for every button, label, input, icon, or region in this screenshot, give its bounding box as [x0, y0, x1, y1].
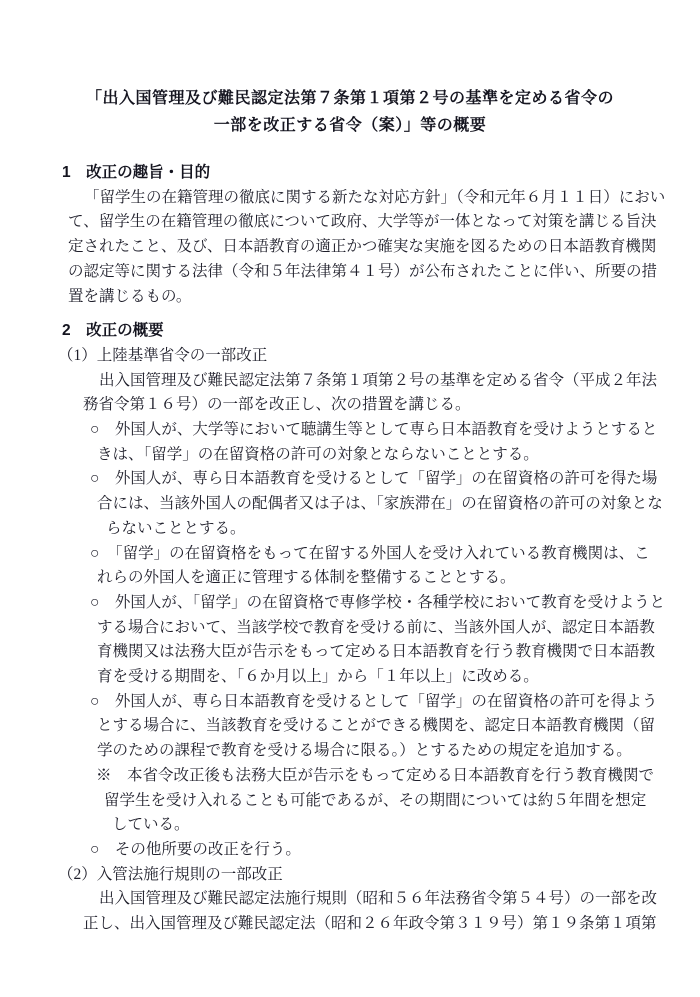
text-line: 「留学生の在籍管理の徹底に関する新たな対応方針」（令和元年６月１１日）におい [84, 188, 666, 206]
document-body [0, 161, 700, 937]
text-line: する場合において、当該学校で教育を受ける前に、当該外国人が、認定日本語教 [97, 618, 655, 636]
text-line: 育機関又は法務大臣が告示をもって定める日本語教育を行う教育機関で日本語教 [97, 643, 656, 661]
bullet-item-line: ○ 外国人が、専ら日本語教育を受けるとして「留学」の在留資格の許可を得た場 [90, 470, 658, 488]
text-line: の認定等に関する法律（令和５年法律第４１号）が公布されたことに伴い、所要の措 [68, 262, 658, 280]
document-title [0, 85, 700, 139]
text-line: 正し、出入国管理及び難民認定法（昭和２６年政令第３１９号）第１９条第１項第 [83, 915, 657, 933]
document-title-line-1: 「出入国管理及び難民認定法第７条第１項第２号の基準を定める省令の [85, 90, 614, 107]
text-line: 出入国管理及び難民認定法施行規則（昭和５６年法務省令第５４号）の一部を改 [99, 890, 658, 908]
text-line: 育を受ける期間を、「６か月以上」から「１年以上」に改める。 [97, 668, 539, 686]
text-line: て、留学生の在籍管理の徹底について政府、大学等が一体となって対策を講じる旨決 [68, 213, 657, 231]
text-line: とする場合に、当該教育を受けることができる機関を、認定日本語教育機関（留 [97, 717, 656, 735]
bullet-item-line: ○ 外国人が、大学等において聴講生等として専ら日本語教育を受けようとすると [90, 421, 658, 439]
text-line: れらの外国人を適正に管理する体制を整備することとする。 [97, 569, 516, 587]
bullet-item-line: ○ 外国人が、専ら日本語教育を受けるとして「留学」の在留資格の許可を得よう [90, 692, 658, 710]
subsection-heading: （2）入管法施行規則の一部改正 [58, 865, 283, 883]
section-heading: 1 改正の趣旨・目的 [62, 164, 211, 181]
text-line: 務省令第１６号）の一部を改正し、次の措置を講じる。 [83, 396, 471, 414]
text-line: 置を講じるもの。 [68, 287, 192, 305]
text-line: 出入国管理及び難民認定法第７条第１項第２号の基準を定める省令（平成２年法 [99, 371, 658, 389]
text-line: きは、「留学」の在留資格の許可の対象とならないこととする。 [97, 445, 539, 463]
text-line: 定されたこと、及び、日本語教育の適正かつ確実な実施を図るための日本語教育機関 [68, 238, 657, 256]
bullet-item-line: ○ その他所要の改正を行う。 [90, 840, 301, 858]
note-line: ※ 本省令改正後も法務大臣が告示をもって定める日本語教育を行う教育機関で [96, 766, 655, 784]
text-line: 合には、当該外国人の配偶者又は子は、「家族滞在」の在留資格の許可の対象とな [97, 495, 663, 513]
document-title-line-2: 一部を改正する省令（案）」等の概要 [213, 117, 487, 134]
text-line: 学のための課程で教育を受ける場合に限る。）とするための規定を追加する。 [97, 742, 632, 760]
subsection-heading: （1）上陸基準省令の一部改正 [58, 346, 268, 364]
bullet-item-line: ○ 外国人が、「留学」の在留資格で専修学校・各種学校において教育を受けようと [90, 593, 666, 611]
bullet-item-line: ○ 「留学」の在留資格をもって在留する外国人を受け入れている教育機関は、こ [90, 544, 650, 562]
section-heading: 2 改正の概要 [62, 322, 164, 340]
text-line: している。 [112, 816, 190, 834]
text-line: らないこととする。 [106, 519, 246, 537]
text-line: 留学生を受け入れることも可能であるが、その期間については約５年間を想定 [104, 791, 647, 809]
